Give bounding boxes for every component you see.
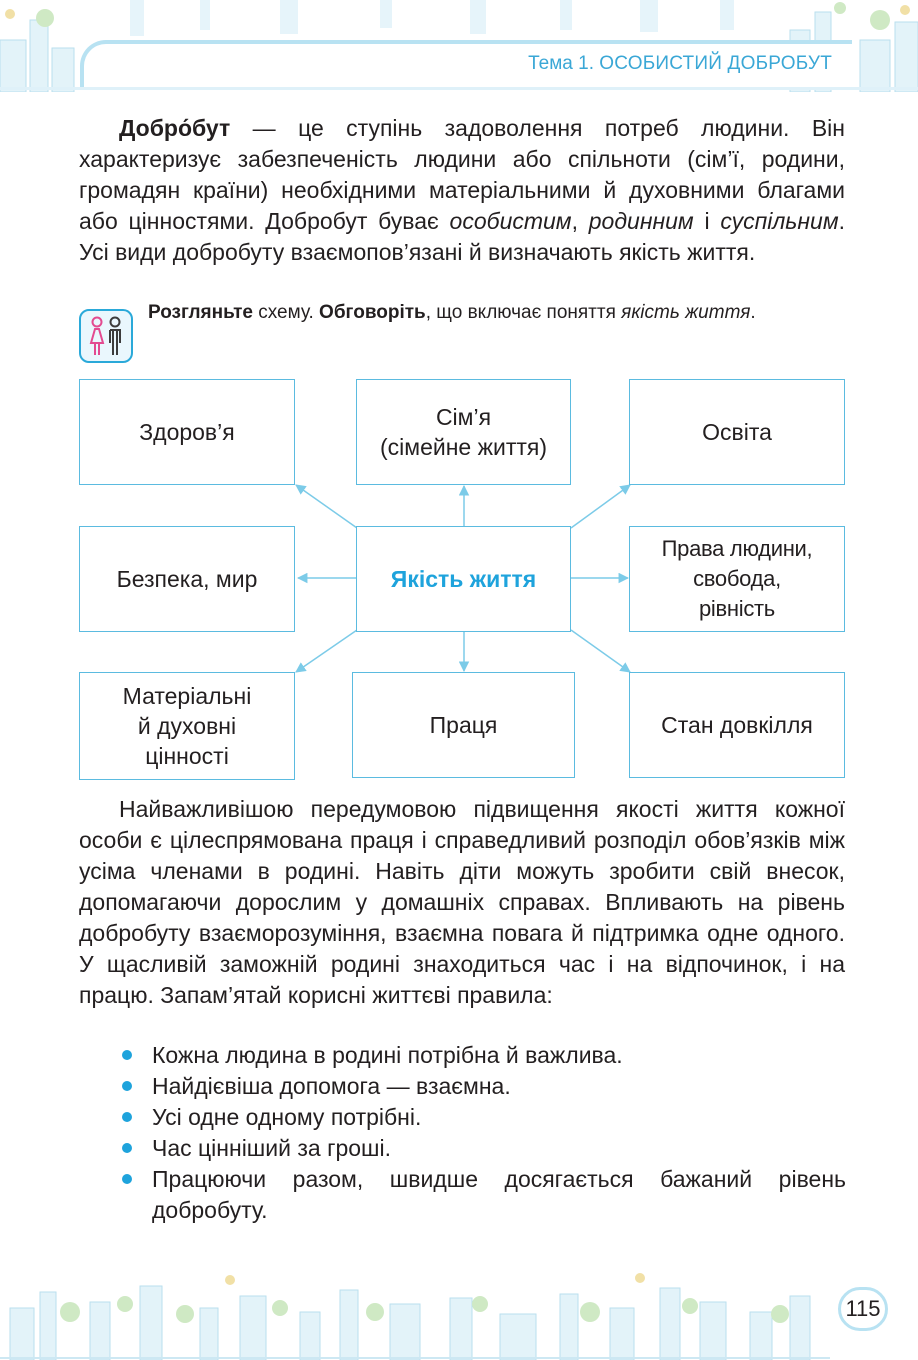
city-decoration-bottom xyxy=(0,1268,918,1360)
definition-paragraph: Добро́бут — це ступінь задоволення потреб людини. Він характеризує забезпеченість людини або спільноти (сім’ї, родини, громадян країни) необхідними матеріальними й духовними благами або цінностями. Добробут буває особистим, родинним і суспільним. Усі види добробуту взаємопов’язані й визначають якість життя. xyxy=(79,115,846,265)
topic-label: Тема 1. xyxy=(528,53,594,74)
bullet-icon xyxy=(122,1174,132,1184)
box-family: Сім’я (сімейне життя) xyxy=(356,379,571,485)
box-work: Праця xyxy=(352,672,575,778)
box-quality-of-life: Якість життя xyxy=(356,526,571,632)
bullet-icon xyxy=(122,1143,132,1153)
bullet-icon xyxy=(122,1050,132,1060)
definition-term: Добро́бут xyxy=(119,115,231,141)
welfare-kind-social: суспільним xyxy=(720,208,839,234)
list-item: Працюючи разом, швидше досягається бажаний рівень добробуту. xyxy=(120,1164,846,1226)
welfare-kind-family: родинним xyxy=(588,208,694,234)
list-item: Усі одне одному потрібні. xyxy=(120,1102,846,1133)
task-instruction: Розгляньте схему. Обговоріть, що включає поняття якість життя. xyxy=(148,302,756,323)
main-paragraph: Найважливішою передумовою підвищення якості життя кожної особи є цілеспрямована праця і справедливий розподіл обов’язків між усіма членами в родині. Навіть діти можуть зробити свій внесок, допомагаючи дорослим у домашніх справах. Впливають на рівень добробуту взаєморозуміння, взаємна повага й підтримка одне одного. У щасливій заможній родині знаходиться час і на відпочинок, і на працю. Запам’ятай корисні життєві правила: xyxy=(79,796,845,1008)
page-header xyxy=(528,53,832,75)
list-item: Кожна людина в родині потрібна й важлива. xyxy=(120,1040,846,1071)
people-icon xyxy=(79,309,133,363)
bullet-icon xyxy=(122,1112,132,1122)
list-item: Найдієвіша допомога — взаємна. xyxy=(120,1071,846,1102)
box-environment: Стан довкілля xyxy=(629,672,845,778)
box-human-rights: Права людини, свобода, рівність xyxy=(629,526,845,632)
box-education: Освіта xyxy=(629,379,845,485)
bullet-icon xyxy=(122,1081,132,1091)
box-values: Матеріальні й духовні цінності xyxy=(79,672,295,780)
page-number: 115 xyxy=(838,1287,888,1331)
life-rules-list xyxy=(120,1040,846,1226)
box-health: Здоров’я xyxy=(79,379,295,485)
topic-name: ОСОБИСТИЙ ДОБРОБУТ xyxy=(599,53,832,74)
welfare-kind-personal: особистим xyxy=(449,208,572,234)
list-item: Час цінніший за гроші. xyxy=(120,1133,846,1164)
header-divider xyxy=(0,87,918,90)
box-safety: Безпека, мир xyxy=(79,526,295,632)
